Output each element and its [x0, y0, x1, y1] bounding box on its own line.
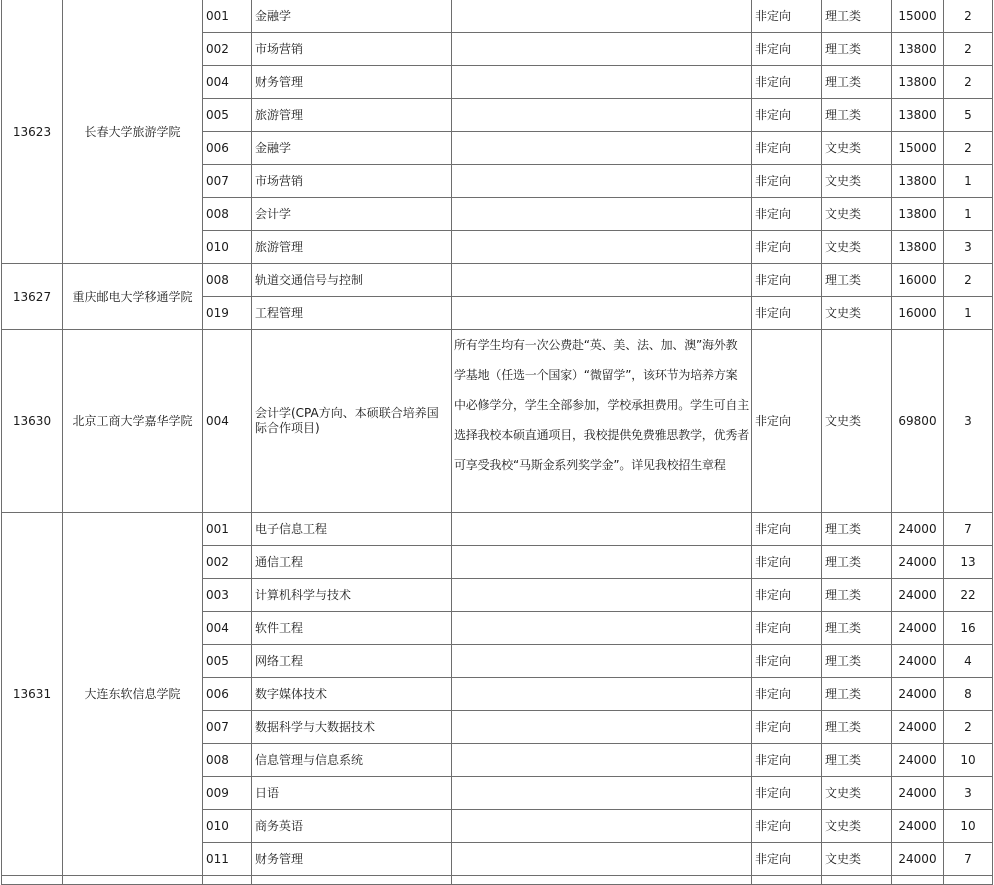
subject-category: 理工类: [822, 513, 892, 546]
quota: 13: [944, 546, 993, 579]
quota: 4: [944, 645, 993, 678]
major-note: [452, 198, 752, 231]
tuition-fee: 24000: [892, 546, 944, 579]
plan-type: 非定向: [752, 579, 822, 612]
admission-plan-table: [1, 0, 993, 885]
major-name: 数据科学与大数据技术: [252, 711, 452, 744]
major-number: 019: [203, 297, 252, 330]
major-name: 电子信息工程: [252, 513, 452, 546]
school-name: 大连东软信息学院: [63, 513, 203, 876]
major-note: [452, 711, 752, 744]
major-note: 所有学生均有一次公费赴“英、美、法、加、澳”海外教学基地（任选一个国家）“微留学”，该环节为培养方案中必修学分，学生全部参加，学校承担费用。学生可自主选择我校本硕直通项目，我校提供免费雅思教学，优秀者可享受我校“马斯金系列奖学金”。详见我校招生章程: [452, 330, 752, 513]
plan-type: 非定向: [752, 198, 822, 231]
plan-type: 非定向: [752, 33, 822, 66]
school-code: 13631: [2, 513, 63, 876]
major-name: 计算机科学与技术: [252, 579, 452, 612]
major-name: 轨道交通信号与控制: [252, 264, 452, 297]
tuition-fee: 16000: [892, 264, 944, 297]
major-note: [452, 579, 752, 612]
subject-category: 文史类: [822, 843, 892, 876]
tuition-fee: 24000: [892, 678, 944, 711]
major-number: 004: [203, 66, 252, 99]
tuition-fee: 16000: [892, 297, 944, 330]
quota: 3: [944, 231, 993, 264]
major-note: [452, 777, 752, 810]
subject-category: 文史类: [822, 231, 892, 264]
major-number: 007: [203, 165, 252, 198]
empty-cell: [252, 876, 452, 885]
quota: 1: [944, 165, 993, 198]
major-number: 008: [203, 744, 252, 777]
empty-cell: [822, 876, 892, 885]
subject-category: 文史类: [822, 132, 892, 165]
empty-cell: [892, 876, 944, 885]
empty-cell: [944, 876, 993, 885]
major-note: [452, 132, 752, 165]
major-number: 002: [203, 33, 252, 66]
major-note: [452, 744, 752, 777]
table-body: [2, 0, 993, 885]
tuition-fee: 13800: [892, 66, 944, 99]
major-note: [452, 99, 752, 132]
subject-category: 理工类: [822, 66, 892, 99]
quota: 10: [944, 744, 993, 777]
major-number: 006: [203, 678, 252, 711]
major-name: 商务英语: [252, 810, 452, 843]
subject-category: 理工类: [822, 33, 892, 66]
major-note: [452, 843, 752, 876]
major-name: 市场营销: [252, 33, 452, 66]
school-code: 13623: [2, 0, 63, 264]
major-name: 日语: [252, 777, 452, 810]
major-note: [452, 546, 752, 579]
major-number: 001: [203, 0, 252, 33]
major-name: 信息管理与信息系统: [252, 744, 452, 777]
table-row: [2, 513, 993, 546]
subject-category: 文史类: [822, 810, 892, 843]
major-name: 会计学: [252, 198, 452, 231]
quota: 2: [944, 66, 993, 99]
major-name: 财务管理: [252, 843, 452, 876]
empty-cell: [63, 876, 203, 885]
subject-category: 文史类: [822, 297, 892, 330]
major-number: 005: [203, 99, 252, 132]
major-name: 软件工程: [252, 612, 452, 645]
major-note: [452, 231, 752, 264]
subject-category: 理工类: [822, 0, 892, 33]
school-name: 长春大学旅游学院: [63, 0, 203, 264]
major-name: 工程管理: [252, 297, 452, 330]
plan-type: 非定向: [752, 99, 822, 132]
quota: 3: [944, 330, 993, 513]
plan-type: 非定向: [752, 744, 822, 777]
major-note: [452, 297, 752, 330]
quota: 7: [944, 843, 993, 876]
major-number: 003: [203, 579, 252, 612]
subject-category: 理工类: [822, 711, 892, 744]
major-name: 旅游管理: [252, 231, 452, 264]
quota: 3: [944, 777, 993, 810]
major-name: 会计学(CPA方向、本硕联合培养国际合作项目): [252, 330, 452, 513]
quota: 10: [944, 810, 993, 843]
quota: 2: [944, 264, 993, 297]
major-number: 005: [203, 645, 252, 678]
quota: 2: [944, 711, 993, 744]
plan-type: 非定向: [752, 678, 822, 711]
table-row: [2, 264, 993, 297]
major-name: 通信工程: [252, 546, 452, 579]
tuition-fee: 24000: [892, 513, 944, 546]
quota: 2: [944, 33, 993, 66]
major-number: 010: [203, 231, 252, 264]
tuition-fee: 24000: [892, 843, 944, 876]
quota: 2: [944, 132, 993, 165]
subject-category: 理工类: [822, 579, 892, 612]
major-number: 010: [203, 810, 252, 843]
tuition-fee: 24000: [892, 711, 944, 744]
major-name: 财务管理: [252, 66, 452, 99]
major-name: 金融学: [252, 0, 452, 33]
quota: 1: [944, 198, 993, 231]
tuition-fee: 24000: [892, 579, 944, 612]
major-note: [452, 810, 752, 843]
tuition-fee: 15000: [892, 132, 944, 165]
major-number: 008: [203, 264, 252, 297]
table-row: [2, 0, 993, 33]
plan-type: 非定向: [752, 645, 822, 678]
plan-type: 非定向: [752, 612, 822, 645]
tuition-fee: 15000: [892, 0, 944, 33]
tuition-fee: 13800: [892, 231, 944, 264]
tuition-fee: 13800: [892, 198, 944, 231]
major-note: [452, 612, 752, 645]
table-viewport: [1, 0, 993, 885]
tuition-fee: 13800: [892, 99, 944, 132]
major-name: 旅游管理: [252, 99, 452, 132]
tuition-fee: 69800: [892, 330, 944, 513]
empty-cell: [752, 876, 822, 885]
subject-category: 文史类: [822, 330, 892, 513]
empty-cell: [452, 876, 752, 885]
major-note: [452, 165, 752, 198]
major-name: 网络工程: [252, 645, 452, 678]
subject-category: 理工类: [822, 612, 892, 645]
major-note: [452, 513, 752, 546]
plan-type: 非定向: [752, 777, 822, 810]
school-name: 北京工商大学嘉华学院: [63, 330, 203, 513]
major-note: [452, 645, 752, 678]
plan-type: 非定向: [752, 264, 822, 297]
plan-type: 非定向: [752, 843, 822, 876]
tuition-fee: 13800: [892, 165, 944, 198]
empty-cell: [2, 876, 63, 885]
major-number: 011: [203, 843, 252, 876]
quota: 7: [944, 513, 993, 546]
subject-category: 文史类: [822, 777, 892, 810]
school-code: 13627: [2, 264, 63, 330]
plan-type: 非定向: [752, 330, 822, 513]
school-name: 重庆邮电大学移通学院: [63, 264, 203, 330]
subject-category: 理工类: [822, 678, 892, 711]
subject-category: 理工类: [822, 264, 892, 297]
quota: 5: [944, 99, 993, 132]
quota: 8: [944, 678, 993, 711]
tuition-fee: 24000: [892, 810, 944, 843]
plan-type: 非定向: [752, 546, 822, 579]
major-note: [452, 66, 752, 99]
tuition-fee: 24000: [892, 744, 944, 777]
subject-category: 理工类: [822, 546, 892, 579]
plan-type: 非定向: [752, 165, 822, 198]
major-note: [452, 264, 752, 297]
major-number: 006: [203, 132, 252, 165]
major-number: 002: [203, 546, 252, 579]
subject-category: 理工类: [822, 99, 892, 132]
plan-type: 非定向: [752, 132, 822, 165]
plan-type: 非定向: [752, 297, 822, 330]
empty-cell: [203, 876, 252, 885]
major-note: [452, 33, 752, 66]
tuition-fee: 24000: [892, 645, 944, 678]
subject-category: 理工类: [822, 645, 892, 678]
subject-category: 文史类: [822, 165, 892, 198]
quota: 16: [944, 612, 993, 645]
major-name: 金融学: [252, 132, 452, 165]
major-number: 007: [203, 711, 252, 744]
subject-category: 文史类: [822, 198, 892, 231]
plan-type: 非定向: [752, 0, 822, 33]
plan-type: 非定向: [752, 711, 822, 744]
tuition-fee: 24000: [892, 777, 944, 810]
major-note: [452, 678, 752, 711]
quota: 22: [944, 579, 993, 612]
tuition-fee: 13800: [892, 33, 944, 66]
major-name: 数字媒体技术: [252, 678, 452, 711]
plan-type: 非定向: [752, 231, 822, 264]
table-row: [2, 876, 993, 885]
plan-type: 非定向: [752, 810, 822, 843]
plan-type: 非定向: [752, 66, 822, 99]
major-number: 001: [203, 513, 252, 546]
quota: 1: [944, 297, 993, 330]
table-row: [2, 330, 993, 513]
major-number: 004: [203, 612, 252, 645]
quota: 2: [944, 0, 993, 33]
major-name: 市场营销: [252, 165, 452, 198]
major-note: [452, 0, 752, 33]
school-code: 13630: [2, 330, 63, 513]
subject-category: 理工类: [822, 744, 892, 777]
tuition-fee: 24000: [892, 612, 944, 645]
plan-type: 非定向: [752, 513, 822, 546]
major-number: 008: [203, 198, 252, 231]
major-number: 004: [203, 330, 252, 513]
major-number: 009: [203, 777, 252, 810]
